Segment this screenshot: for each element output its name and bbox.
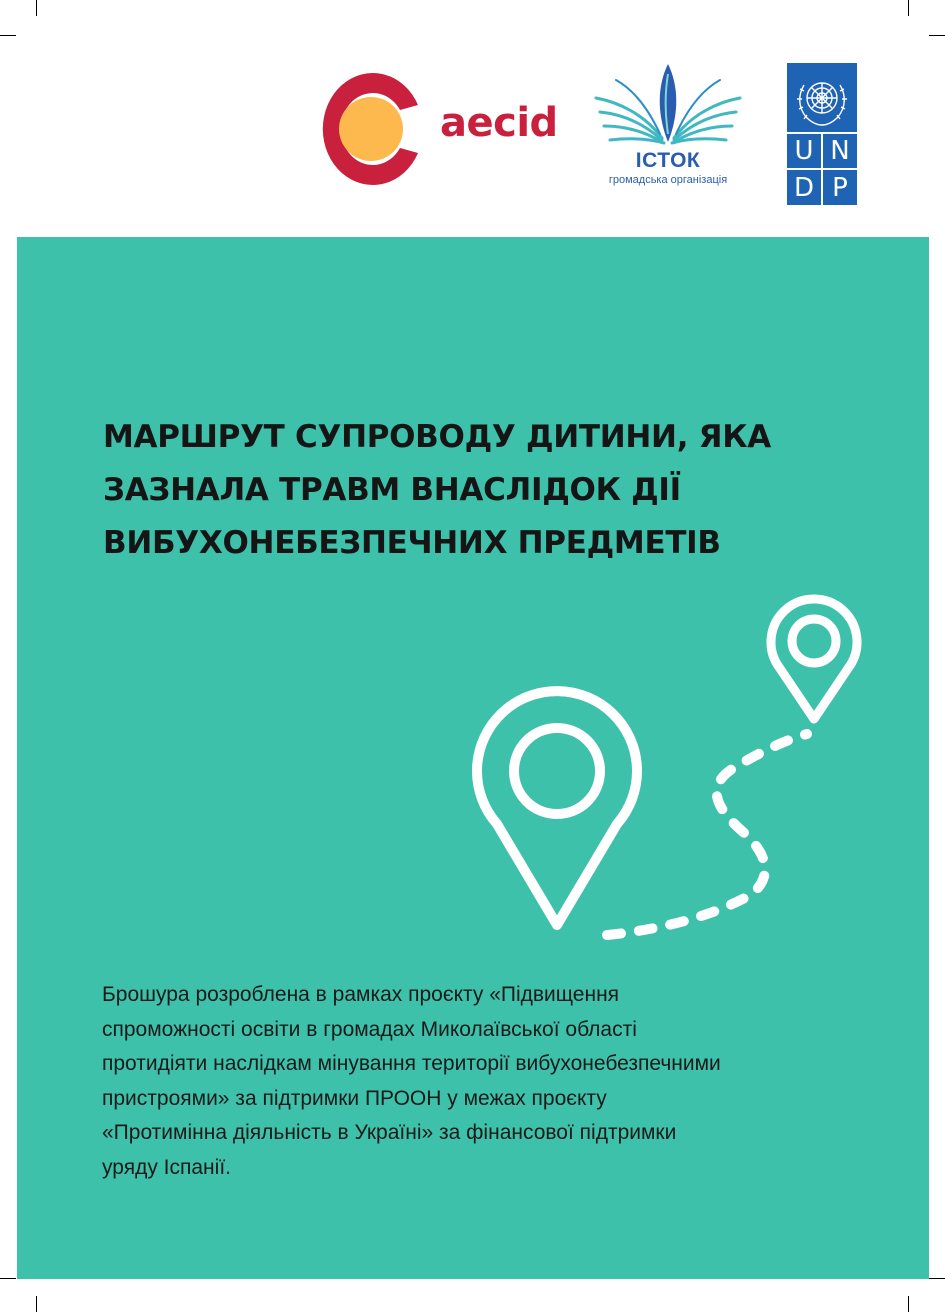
title-line: МАРШРУТ СУПРОВОДУ ДИТИНИ, ЯКА [103, 419, 771, 455]
crop-mark [929, 1278, 945, 1279]
aecid-logo-text: aecid [440, 100, 558, 146]
description-line: спроможності освіти в громадах Миколаївської області [102, 1017, 637, 1041]
route-illustration [457, 589, 877, 949]
undp-letter: U [794, 135, 814, 166]
un-emblem-icon [792, 71, 852, 129]
crop-mark [36, 1296, 37, 1312]
cover-panel [17, 237, 929, 1279]
undp-letter: N [830, 135, 850, 166]
lotus-icon [588, 62, 748, 150]
logo-header [0, 0, 945, 237]
crop-mark [0, 1278, 16, 1279]
description-line: Брошура розроблена в рамках проєкту «Підвищення [102, 983, 620, 1006]
istok-logo-name: ІСТОК [635, 149, 701, 172]
description-line: уряду Іспанії. [102, 1155, 231, 1179]
description-line: «Протимінна діяльність в Україні» за фінансової підтримки [102, 1121, 677, 1144]
undp-logo [787, 63, 857, 205]
undp-letter: P [832, 172, 848, 203]
description-line: пристроями» за підтримки ПРООН у межах проєкту [102, 1086, 607, 1110]
istok-logo-subtitle: громадська організація [608, 174, 728, 186]
aecid-logo-mark [314, 66, 426, 192]
crop-mark [908, 1296, 909, 1312]
description-line: протидіяти наслідкам мінування території вибухонебезпечними [102, 1052, 721, 1075]
title-line: ЗАЗНАЛА ТРАВМ ВНАСЛІДОК ДІЇ [103, 472, 681, 508]
istok-logo [588, 62, 748, 190]
description [102, 978, 862, 1185]
page-title [103, 411, 843, 570]
title-line: ВИБУХОНЕБЕЗПЕЧНИХ ПРЕДМЕТІВ [103, 525, 721, 561]
location-pin-icon [771, 599, 857, 719]
undp-letter: D [793, 172, 815, 203]
location-pin-icon [477, 691, 637, 925]
